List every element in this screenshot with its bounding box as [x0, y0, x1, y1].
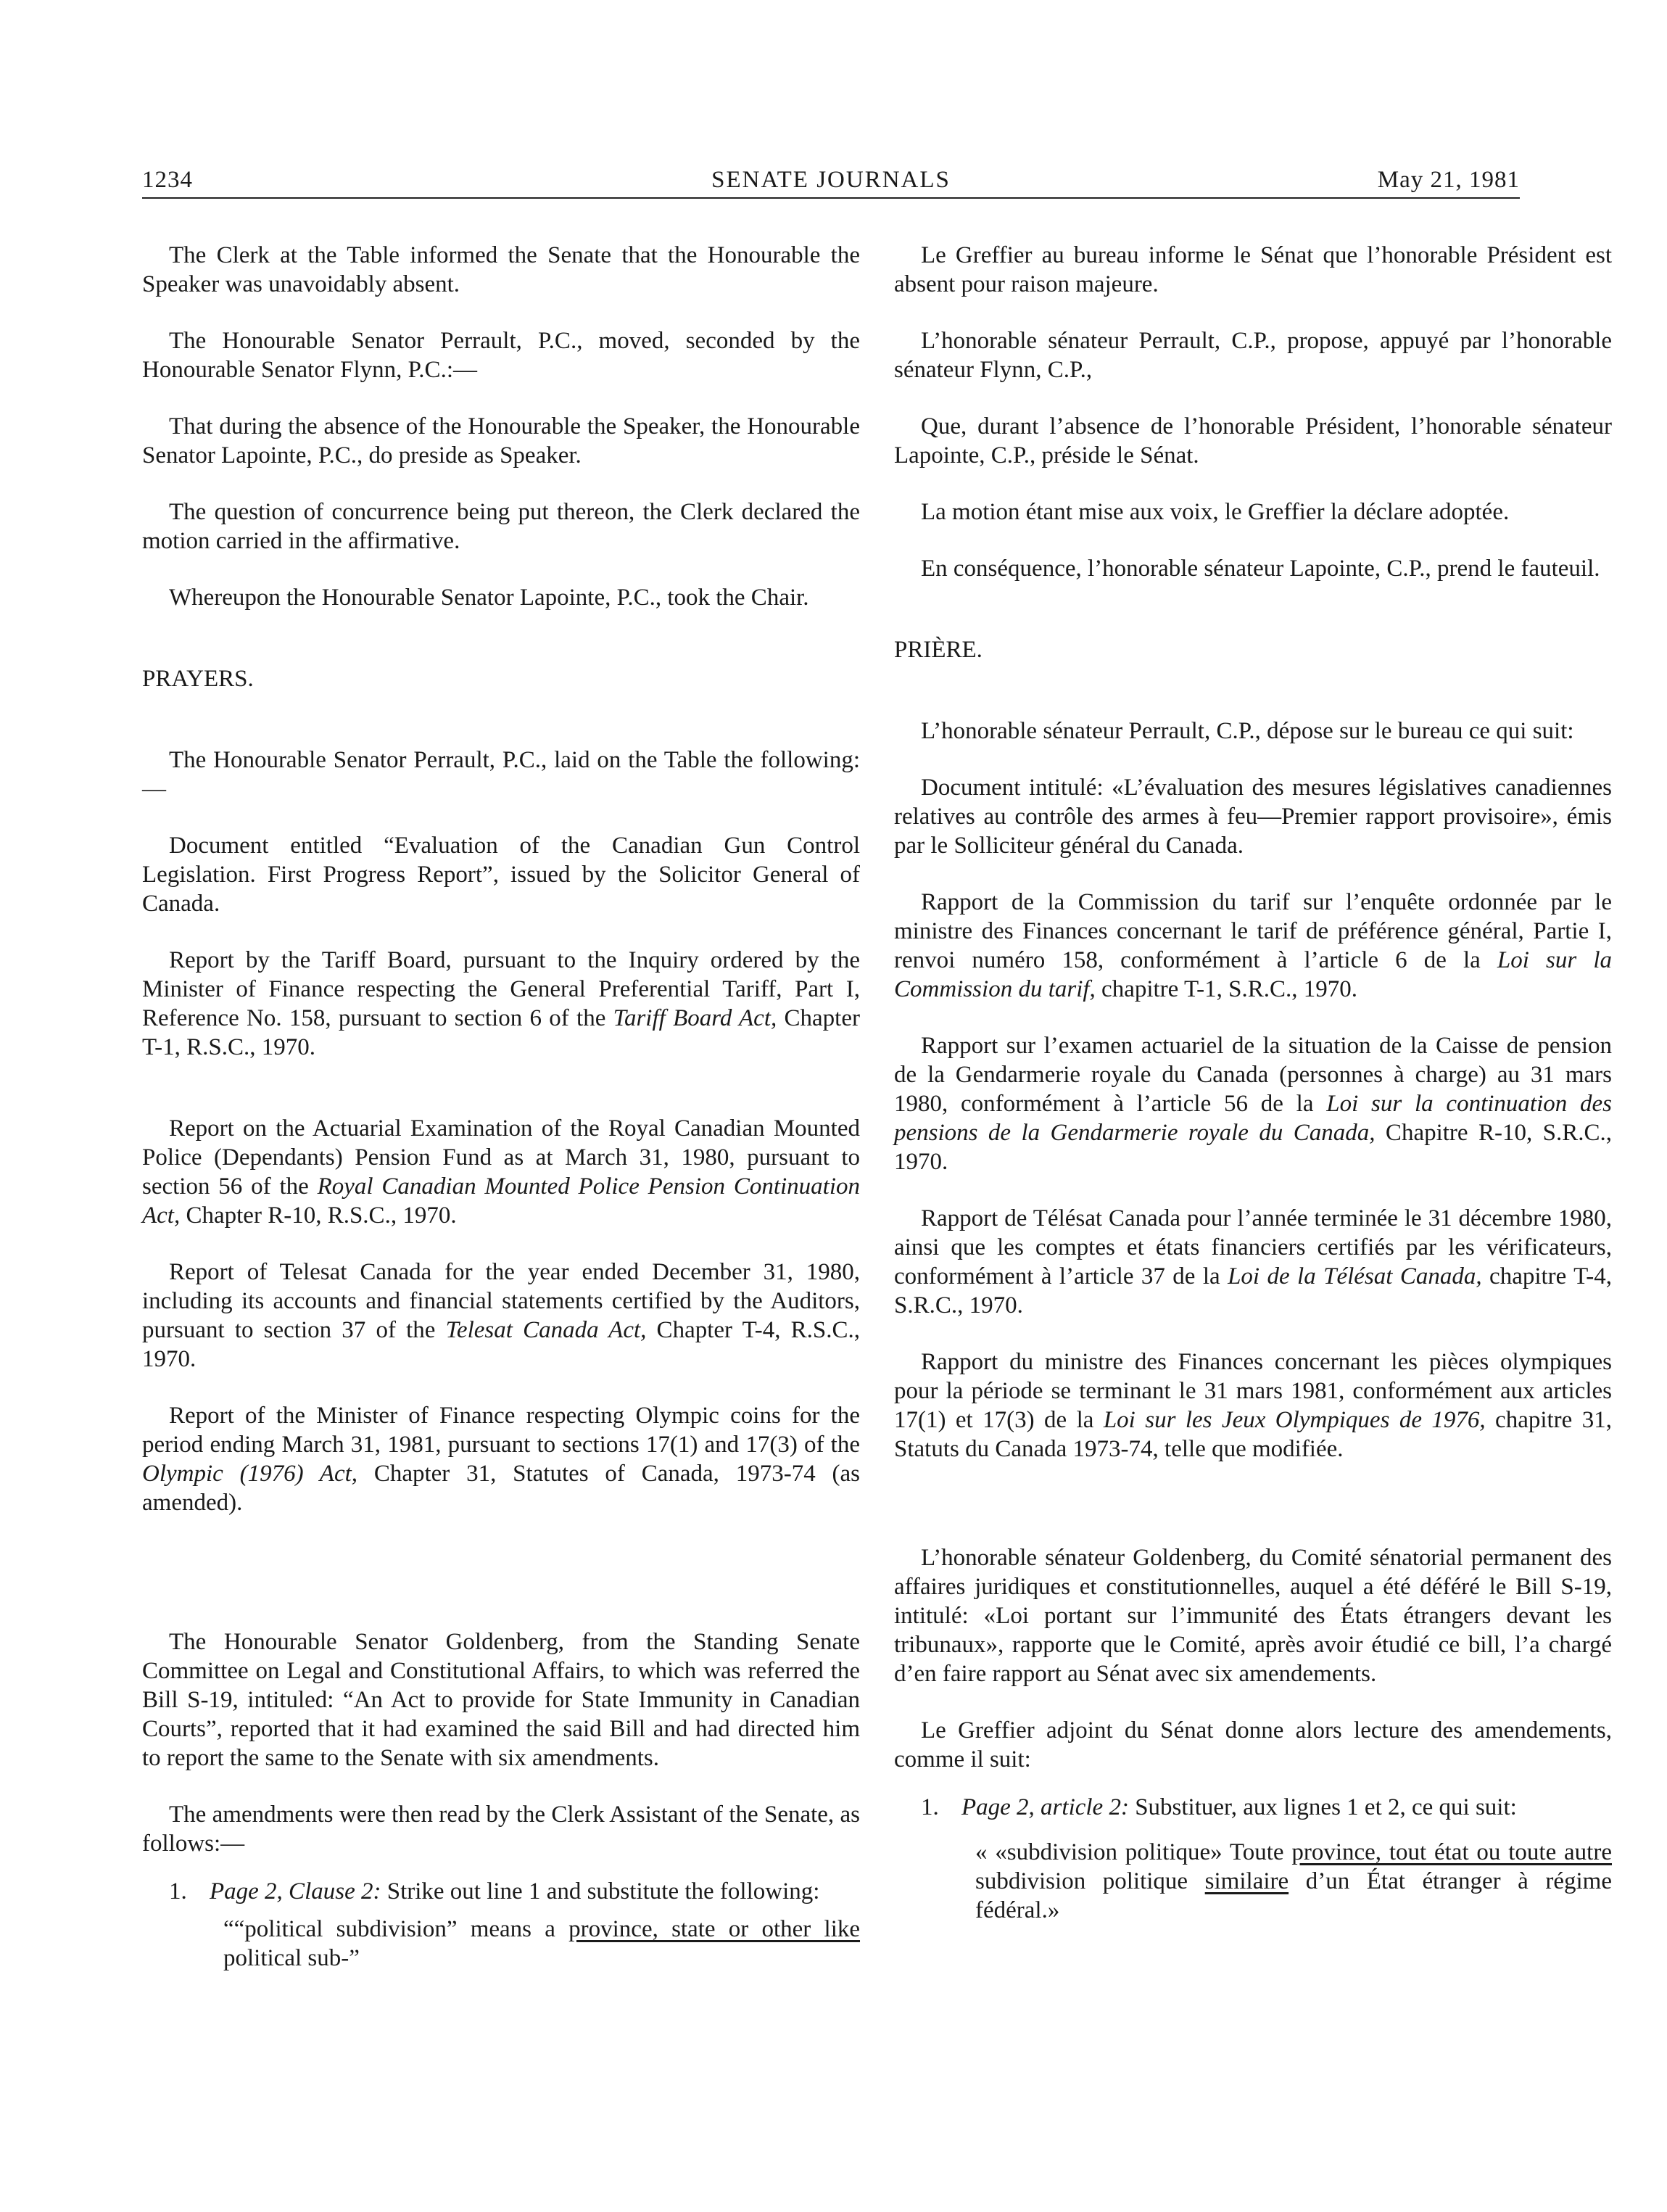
underlined-text: similaire [1204, 1868, 1289, 1894]
en-paragraph: Report by the Tariff Board, pursuant to the Inquiry ordered by the Minister of Finance respecting the General Preferential Tariff, Part I, Reference No. 158, pursuant to section 6 of the Tariff Board Act, Chapter T-1, R.S.C., 1970. [142, 947, 860, 1060]
en-paragraph: Whereupon the Honourable Senator Lapointe, P.C., took the Chair. [169, 585, 809, 611]
fr-paragraph: En conséquence, l’honorable sénateur Lapointe, C.P., prend le fauteuil. [921, 556, 1600, 582]
act-title: Loi sur la continuation des pensions de la Gendarmerie royale du Canada, [894, 1091, 1612, 1146]
fr-paragraph: Le Greffier adjoint du Sénat donne alors lecture des amendements, comme il suit: [894, 1717, 1612, 1773]
en-paragraph: The question of concurrence being put thereon, the Clerk declared the motion carried in the affirmative. [142, 499, 860, 554]
en-paragraph: Document entitled “Evaluation of the Canadian Gun Control Legislation. First Progress Report”, issued by the Solicitor General of Canada. [142, 833, 860, 917]
fr-paragraph: Rapport sur l’examen actuariel de la situation de la Caisse de pension de la Gendarmerie royale du Canada (personnes à charge) au 31 mars 1980, conformément à l’article 56 de la Loi sur la continuation des pensions de la Gendarmerie royale du Canada, Chapitre R-10, S.R.C., 1970. [894, 1033, 1612, 1175]
journal-date: May 21, 1981 [1377, 167, 1520, 193]
act-title: Olympic (1976) Act, [142, 1461, 358, 1487]
fr-amendment-quote: « «subdivision politique» Toute province, tout état ou toute autre subdivision politique similaire d’un État étranger à régime fédéral.» [975, 1839, 1612, 1923]
french-column [894, 241, 1612, 1925]
en-paragraph: Report on the Actuarial Examination of the Royal Canadian Mounted Police (Dependants) Pension Fund as at March 31, 1980, pursuant to section 56 of the Royal Canadian Mounted Police Pension Continuation Act, Chapter R-10, R.S.C., 1970. [142, 1115, 861, 1229]
header-rule [142, 197, 1520, 199]
en-amendment-item: 1. Page 2, Clause 2: Strike out line 1 and substitute the following: [169, 1878, 820, 1904]
en-section-heading: PRAYERS. [142, 666, 254, 692]
fr-paragraph: L’honorable sénateur Perrault, C.P., propose, appuyé par l’honorable sénateur Flynn, C.P., [894, 328, 1612, 383]
fr-paragraph: Rapport de la Commission du tarif sur l’enquête ordonnée par le ministre des Finances concernant le tarif de préférence général, Partie I, renvoi numéro 158, conformément à l’article 6 de la Loi sur la Commission du tarif, chapitre T-1, S.R.C., 1970. [894, 889, 1613, 1002]
en-paragraph: The Honourable Senator Perrault, P.C., moved, seconded by the Honourable Senator Flynn, P.C.:— [142, 328, 860, 383]
en-paragraph: The Clerk at the Table informed the Senate that the Honourable the Speaker was unavoidably absent. [142, 242, 860, 297]
en-paragraph: Report of Telesat Canada for the year ended December 31, 1980, including its accounts and financial statements certified by the Auditors, pursuant to section 37 of the Telesat Canada Act, Chapter T-4, R.S.C., 1970. [142, 1259, 861, 1372]
fr-paragraph: L’honorable sénateur Goldenberg, du Comité sénatorial permanent des affaires juridiques et constitutionnelles, auquel a été déféré le Bill S-19, intitulé: «Loi portant sur l’immunité des États étrangers devant les tribunaux», rapporte que le Comité, après avoir étudié ce bill, l’a chargé d’en faire rapport au Sénat avec six amendements. [894, 1545, 1612, 1687]
en-paragraph: The Honourable Senator Goldenberg, from the Standing Senate Committee on Legal and Constitutional Affairs, to which was referred the Bill S-19, intituled: “An Act to provide for State Immunity in Canadian Courts”, reported that it had examined the said Bill and had directed him to report the same to the Senate with six amendments. [142, 1629, 860, 1771]
clause-ref: Page 2, Clause 2: [210, 1878, 381, 1904]
journal-title: SENATE JOURNALS [711, 167, 951, 193]
act-title: Loi sur la Commission du tarif, [894, 947, 1613, 1002]
act-title: Royal Canadian Mounted Police Pension Continuation Act, [142, 1173, 861, 1229]
act-title: Loi sur les Jeux Olympiques de 1976, [1103, 1407, 1486, 1433]
underlined-text: province, tout état ou toute autre [1291, 1839, 1612, 1865]
page-number: 1234 [142, 167, 193, 193]
en-paragraph: The Honourable Senator Perrault, P.C., laid on the Table the following:— [142, 747, 860, 802]
fr-amendment-item: 1. Page 2, article 2: Substituer, aux lignes 1 et 2, ce qui suit: [921, 1794, 1517, 1820]
en-amendment-quote: ““political subdivision” means a province, state or other like political sub-” [223, 1916, 861, 1971]
item-number: 1. [921, 1794, 939, 1820]
en-paragraph: The amendments were then read by the Clerk Assistant of the Senate, as follows:— [142, 1802, 860, 1857]
english-column [142, 241, 860, 1973]
underlined-text: province, state or other like [568, 1916, 861, 1942]
en-paragraph: Report of the Minister of Finance respecting Olympic coins for the period ending March 31, 1981, pursuant to sections 17(1) and 17(3) of the Olympic (1976) Act, Chapter 31, Statutes of Canada, 1973-74 (as amended). [142, 1403, 860, 1516]
page-header [142, 161, 1520, 202]
fr-paragraph: La motion étant mise aux voix, le Greffier la déclare adoptée. [921, 499, 1510, 525]
clause-ref: Page 2, article 2: [961, 1794, 1129, 1820]
fr-section-heading: PRIÈRE. [894, 637, 983, 663]
fr-paragraph: Rapport du ministre des Finances concernant les pièces olympiques pour la période se terminant le 31 mars 1981, conformément aux articles 17(1) et 17(3) de la Loi sur les Jeux Olympiques de 1976, chapitre 31, Statuts du Canada 1973-74, telle que modifiée. [894, 1349, 1612, 1462]
fr-paragraph: Que, durant l’absence de l’honorable Président, l’honorable sénateur Lapointe, C.P., préside le Sénat. [894, 413, 1612, 469]
act-title: Telesat Canada Act, [445, 1317, 647, 1343]
fr-paragraph: Document intitulé: «L’évaluation des mesures législatives canadiennes relatives au contrôle des armes à feu—Premier rapport provisoire», émis par le Solliciteur général du Canada. [894, 775, 1612, 859]
fr-paragraph: Le Greffier au bureau informe le Sénat que l’honorable Président est absent pour raison majeure. [894, 242, 1612, 297]
act-title: Tariff Board Act, [613, 1005, 777, 1031]
fr-paragraph: L’honorable sénateur Perrault, C.P., dépose sur le bureau ce qui suit: [921, 718, 1574, 744]
fr-paragraph: Rapport de Télésat Canada pour l’année terminée le 31 décembre 1980, ainsi que les comptes et états financiers certifiés par les vérificateurs, conformément à l’article 37 de la Loi de la Télésat Canada, chapitre T-4, S.R.C., 1970. [894, 1205, 1612, 1318]
act-title: Loi de la Télésat Canada, [1228, 1263, 1482, 1289]
en-paragraph: That during the absence of the Honourable the Speaker, the Honourable Senator Lapointe, P.C., do preside as Speaker. [142, 413, 860, 469]
item-number: 1. [169, 1878, 187, 1904]
